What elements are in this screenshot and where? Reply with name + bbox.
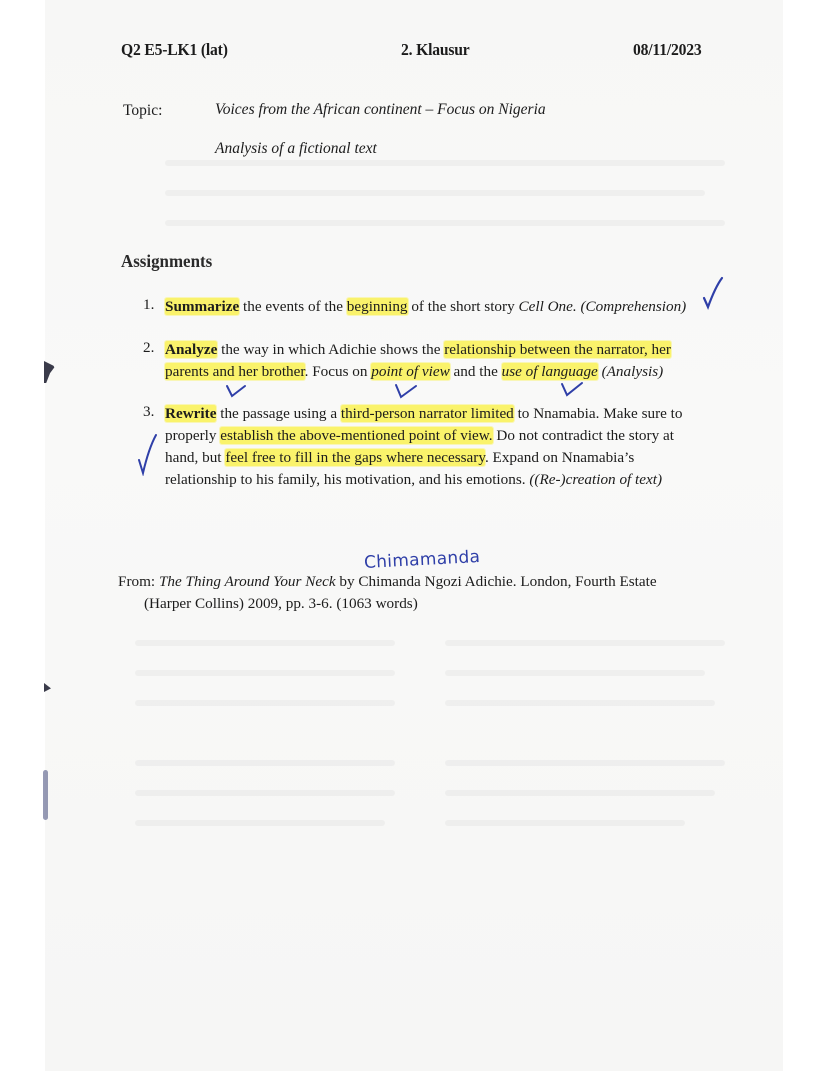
source-citation — [118, 571, 657, 593]
checkmark-icon — [225, 383, 247, 399]
highlighted-text: beginning — [346, 298, 408, 315]
checkmark-icon — [702, 276, 724, 310]
assignment-3-line — [165, 425, 674, 447]
assignment-text: relationship to his family, his motivation, and his emotions. — [165, 471, 530, 488]
assignment-text: of the short story — [407, 298, 519, 315]
bleed-through — [445, 790, 715, 796]
assignment-3-line — [165, 403, 682, 425]
bleed-through — [135, 760, 395, 766]
highlighted-text: point of view — [371, 363, 450, 380]
assignment-number: 3. — [143, 403, 155, 420]
highlighted-text: relationship between the narrator, her — [444, 341, 671, 358]
assignment-text: to Nnamabia. Make sure to — [513, 405, 683, 422]
topic-line-1: Voices from the African continent – Focus on Nigeria — [215, 101, 546, 118]
bleed-through — [135, 670, 395, 676]
assignment-text: Cell One. (Comprehension) — [518, 298, 687, 315]
checkmark-icon — [394, 383, 418, 399]
bleed-through — [165, 220, 725, 226]
assignment-3-line — [165, 469, 662, 491]
bleed-through — [135, 640, 395, 646]
highlighted-text: feel free to fill in the gaps where necessary — [225, 449, 485, 466]
assignment-text: ((Re-)creation of text) — [529, 471, 663, 488]
scanned-page — [45, 0, 783, 1071]
source-book-title: The Thing Around Your Neck — [158, 573, 336, 590]
bleed-through — [445, 670, 705, 676]
handwritten-correction-chimamanda: Chimamanda — [363, 546, 481, 574]
assignments-heading: Assignments — [121, 251, 213, 271]
highlighted-text: Analyze — [165, 341, 218, 358]
assignment-text: . Expand on Nnamabia’s — [484, 449, 635, 466]
assignment-3-line — [165, 447, 634, 469]
binder-mark — [43, 770, 48, 820]
exam-date: 08/11/2023 — [633, 40, 702, 59]
checkmark-icon — [136, 432, 158, 476]
bleed-through — [445, 820, 685, 826]
topic-line-2: Analysis of a fictional text — [215, 140, 377, 157]
highlighted-text: establish the above-mentioned point of view. — [220, 427, 493, 444]
assignment-text: and the — [449, 363, 502, 380]
assignment-number: 1. — [143, 296, 155, 313]
source-prefix: From: — [118, 573, 159, 590]
exam-title: 2. Klausur — [401, 40, 470, 59]
assignment-text: Do not contradict the story at — [492, 427, 674, 444]
assignment-text: hand, but — [165, 449, 226, 466]
highlighted-text: Rewrite — [165, 405, 217, 422]
checkmark-icon — [560, 381, 584, 397]
assignment-text: the events of the — [239, 298, 347, 315]
source-author-publisher: by Chimanda Ngozi Adichie. London, Fourth Estate — [335, 573, 657, 590]
assignment-text: (Analysis) — [597, 363, 664, 380]
bleed-through — [135, 700, 395, 706]
assignment-2-line — [165, 339, 671, 361]
topic-label: Topic: — [123, 102, 163, 119]
source-citation-line-2: (Harper Collins) 2009, pp. 3-6. (1063 words) — [144, 595, 418, 612]
assignment-text: the passage using a — [216, 405, 341, 422]
assignment-2-line — [165, 361, 663, 383]
bleed-through — [165, 190, 705, 196]
assignment-number: 2. — [143, 339, 155, 356]
highlighted-text: third-person narrator limited — [340, 405, 514, 422]
bleed-through — [445, 760, 725, 766]
assignment-1-line — [165, 296, 686, 318]
bleed-through — [445, 700, 715, 706]
assignment-text: the way in which Adichie shows the — [217, 341, 445, 358]
assignment-text: . Focus on — [304, 363, 372, 380]
assignment-text: properly — [165, 427, 221, 444]
bleed-through — [135, 790, 395, 796]
highlighted-text: use of language — [501, 363, 598, 380]
bleed-through — [165, 160, 725, 166]
highlighted-text: Summarize — [165, 298, 240, 315]
course-code: Q2 E5-LK1 (lat) — [121, 40, 228, 59]
highlighted-text: parents and her brother — [165, 363, 305, 380]
bleed-through — [135, 820, 385, 826]
bleed-through — [445, 640, 725, 646]
